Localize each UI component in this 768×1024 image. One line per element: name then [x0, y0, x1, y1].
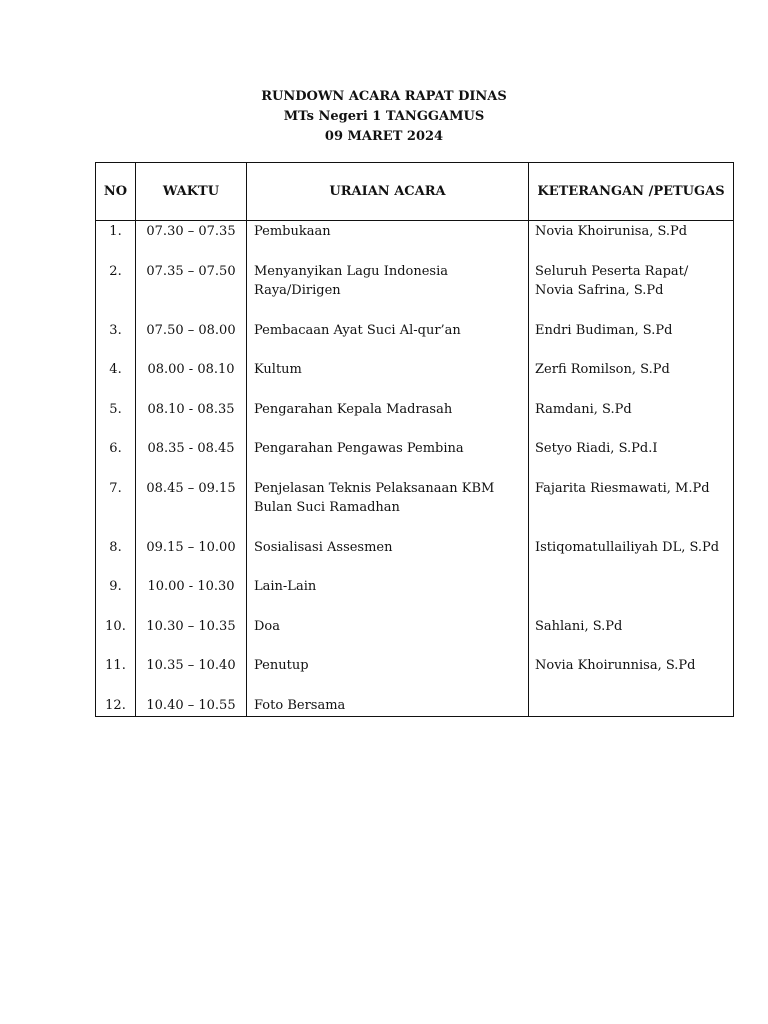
- row-number: 9.: [96, 577, 136, 617]
- table-row: [96, 577, 734, 617]
- table-row: [96, 400, 734, 440]
- table-row: [96, 538, 734, 578]
- table-header-row: [96, 163, 734, 221]
- table-row: [96, 262, 734, 321]
- event-date: 09 MARET 2024: [324, 129, 444, 144]
- table-row: [96, 439, 734, 479]
- row-time: 10.00 - 10.30: [136, 577, 247, 617]
- row-agenda-item: Pembacaan Ayat Suci Al-qur’an: [247, 321, 529, 361]
- row-number: 11.: [96, 656, 136, 696]
- row-person-in-charge: Novia Khoirunnisa, S.Pd: [529, 656, 734, 696]
- row-time: 08.35 - 08.45: [136, 439, 247, 479]
- row-agenda-item: Lain-Lain: [247, 577, 529, 617]
- table-row: [96, 656, 734, 696]
- row-time: 10.40 – 10.55: [136, 696, 247, 717]
- row-number: 4.: [96, 360, 136, 400]
- table-row: [96, 221, 734, 262]
- document-title: RUNDOWN ACARA RAPAT DINAS: [261, 89, 507, 104]
- table-row: [96, 479, 734, 538]
- row-agenda-item: Doa: [247, 617, 529, 657]
- rundown-table: [95, 162, 734, 717]
- table-row: [96, 617, 734, 657]
- table-body: [96, 221, 734, 717]
- row-person-in-charge: Seluruh Peserta Rapat/ Novia Safrina, S.Pd: [529, 262, 734, 321]
- institution-name: MTs Negeri 1 TANGGAMUS: [283, 109, 485, 124]
- row-person-in-charge: Zerfi Romilson, S.Pd: [529, 360, 734, 400]
- row-time: 07.35 – 07.50: [136, 262, 247, 321]
- row-agenda-item: Pengarahan Kepala Madrasah: [247, 400, 529, 440]
- row-number: 1.: [96, 221, 136, 262]
- row-person-in-charge: Endri Budiman, S.Pd: [529, 321, 734, 361]
- row-time: 07.50 – 08.00: [136, 321, 247, 361]
- row-time: 08.45 – 09.15: [136, 479, 247, 538]
- row-agenda-item: Sosialisasi Assesmen: [247, 538, 529, 578]
- row-person-in-charge: Setyo Riadi, S.Pd.I: [529, 439, 734, 479]
- row-time: 08.00 - 08.10: [136, 360, 247, 400]
- row-agenda-item: Penjelasan Teknis Pelaksanaan KBM Bulan Suci Ramadhan: [247, 479, 529, 538]
- column-header-no: NO: [96, 163, 136, 221]
- table-row: [96, 696, 734, 717]
- row-person-in-charge: Ramdani, S.Pd: [529, 400, 734, 440]
- column-header-uraian: URAIAN ACARA: [247, 163, 529, 221]
- row-time: 10.30 – 10.35: [136, 617, 247, 657]
- row-time: 10.35 – 10.40: [136, 656, 247, 696]
- row-number: 10.: [96, 617, 136, 657]
- row-agenda-item: Foto Bersama: [247, 696, 529, 717]
- row-agenda-item: Pengarahan Pengawas Pembina: [247, 439, 529, 479]
- row-person-in-charge: [529, 577, 734, 617]
- row-person-in-charge: Fajarita Riesmawati, M.Pd: [529, 479, 734, 538]
- row-number: 12.: [96, 696, 136, 717]
- column-header-waktu: WAKTU: [136, 163, 247, 221]
- row-time: 08.10 - 08.35: [136, 400, 247, 440]
- row-person-in-charge: [529, 696, 734, 717]
- row-agenda-item: Pembukaan: [247, 221, 529, 262]
- row-number: 8.: [96, 538, 136, 578]
- row-number: 6.: [96, 439, 136, 479]
- row-person-in-charge: Istiqomatullailiyah DL, S.Pd: [529, 538, 734, 578]
- row-time: 07.30 – 07.35: [136, 221, 247, 262]
- row-agenda-item: Kultum: [247, 360, 529, 400]
- document-title-block: [0, 87, 768, 147]
- row-agenda-item: Penutup: [247, 656, 529, 696]
- row-number: 3.: [96, 321, 136, 361]
- row-agenda-item: Menyanyikan Lagu Indonesia Raya/Dirigen: [247, 262, 529, 321]
- row-time: 09.15 – 10.00: [136, 538, 247, 578]
- row-number: 7.: [96, 479, 136, 538]
- row-person-in-charge: Novia Khoirunisa, S.Pd: [529, 221, 734, 262]
- table-row: [96, 360, 734, 400]
- row-number: 2.: [96, 262, 136, 321]
- column-header-keterangan: KETERANGAN /PETUGAS: [529, 163, 734, 221]
- row-number: 5.: [96, 400, 136, 440]
- row-person-in-charge: Sahlani, S.Pd: [529, 617, 734, 657]
- table-row: [96, 321, 734, 361]
